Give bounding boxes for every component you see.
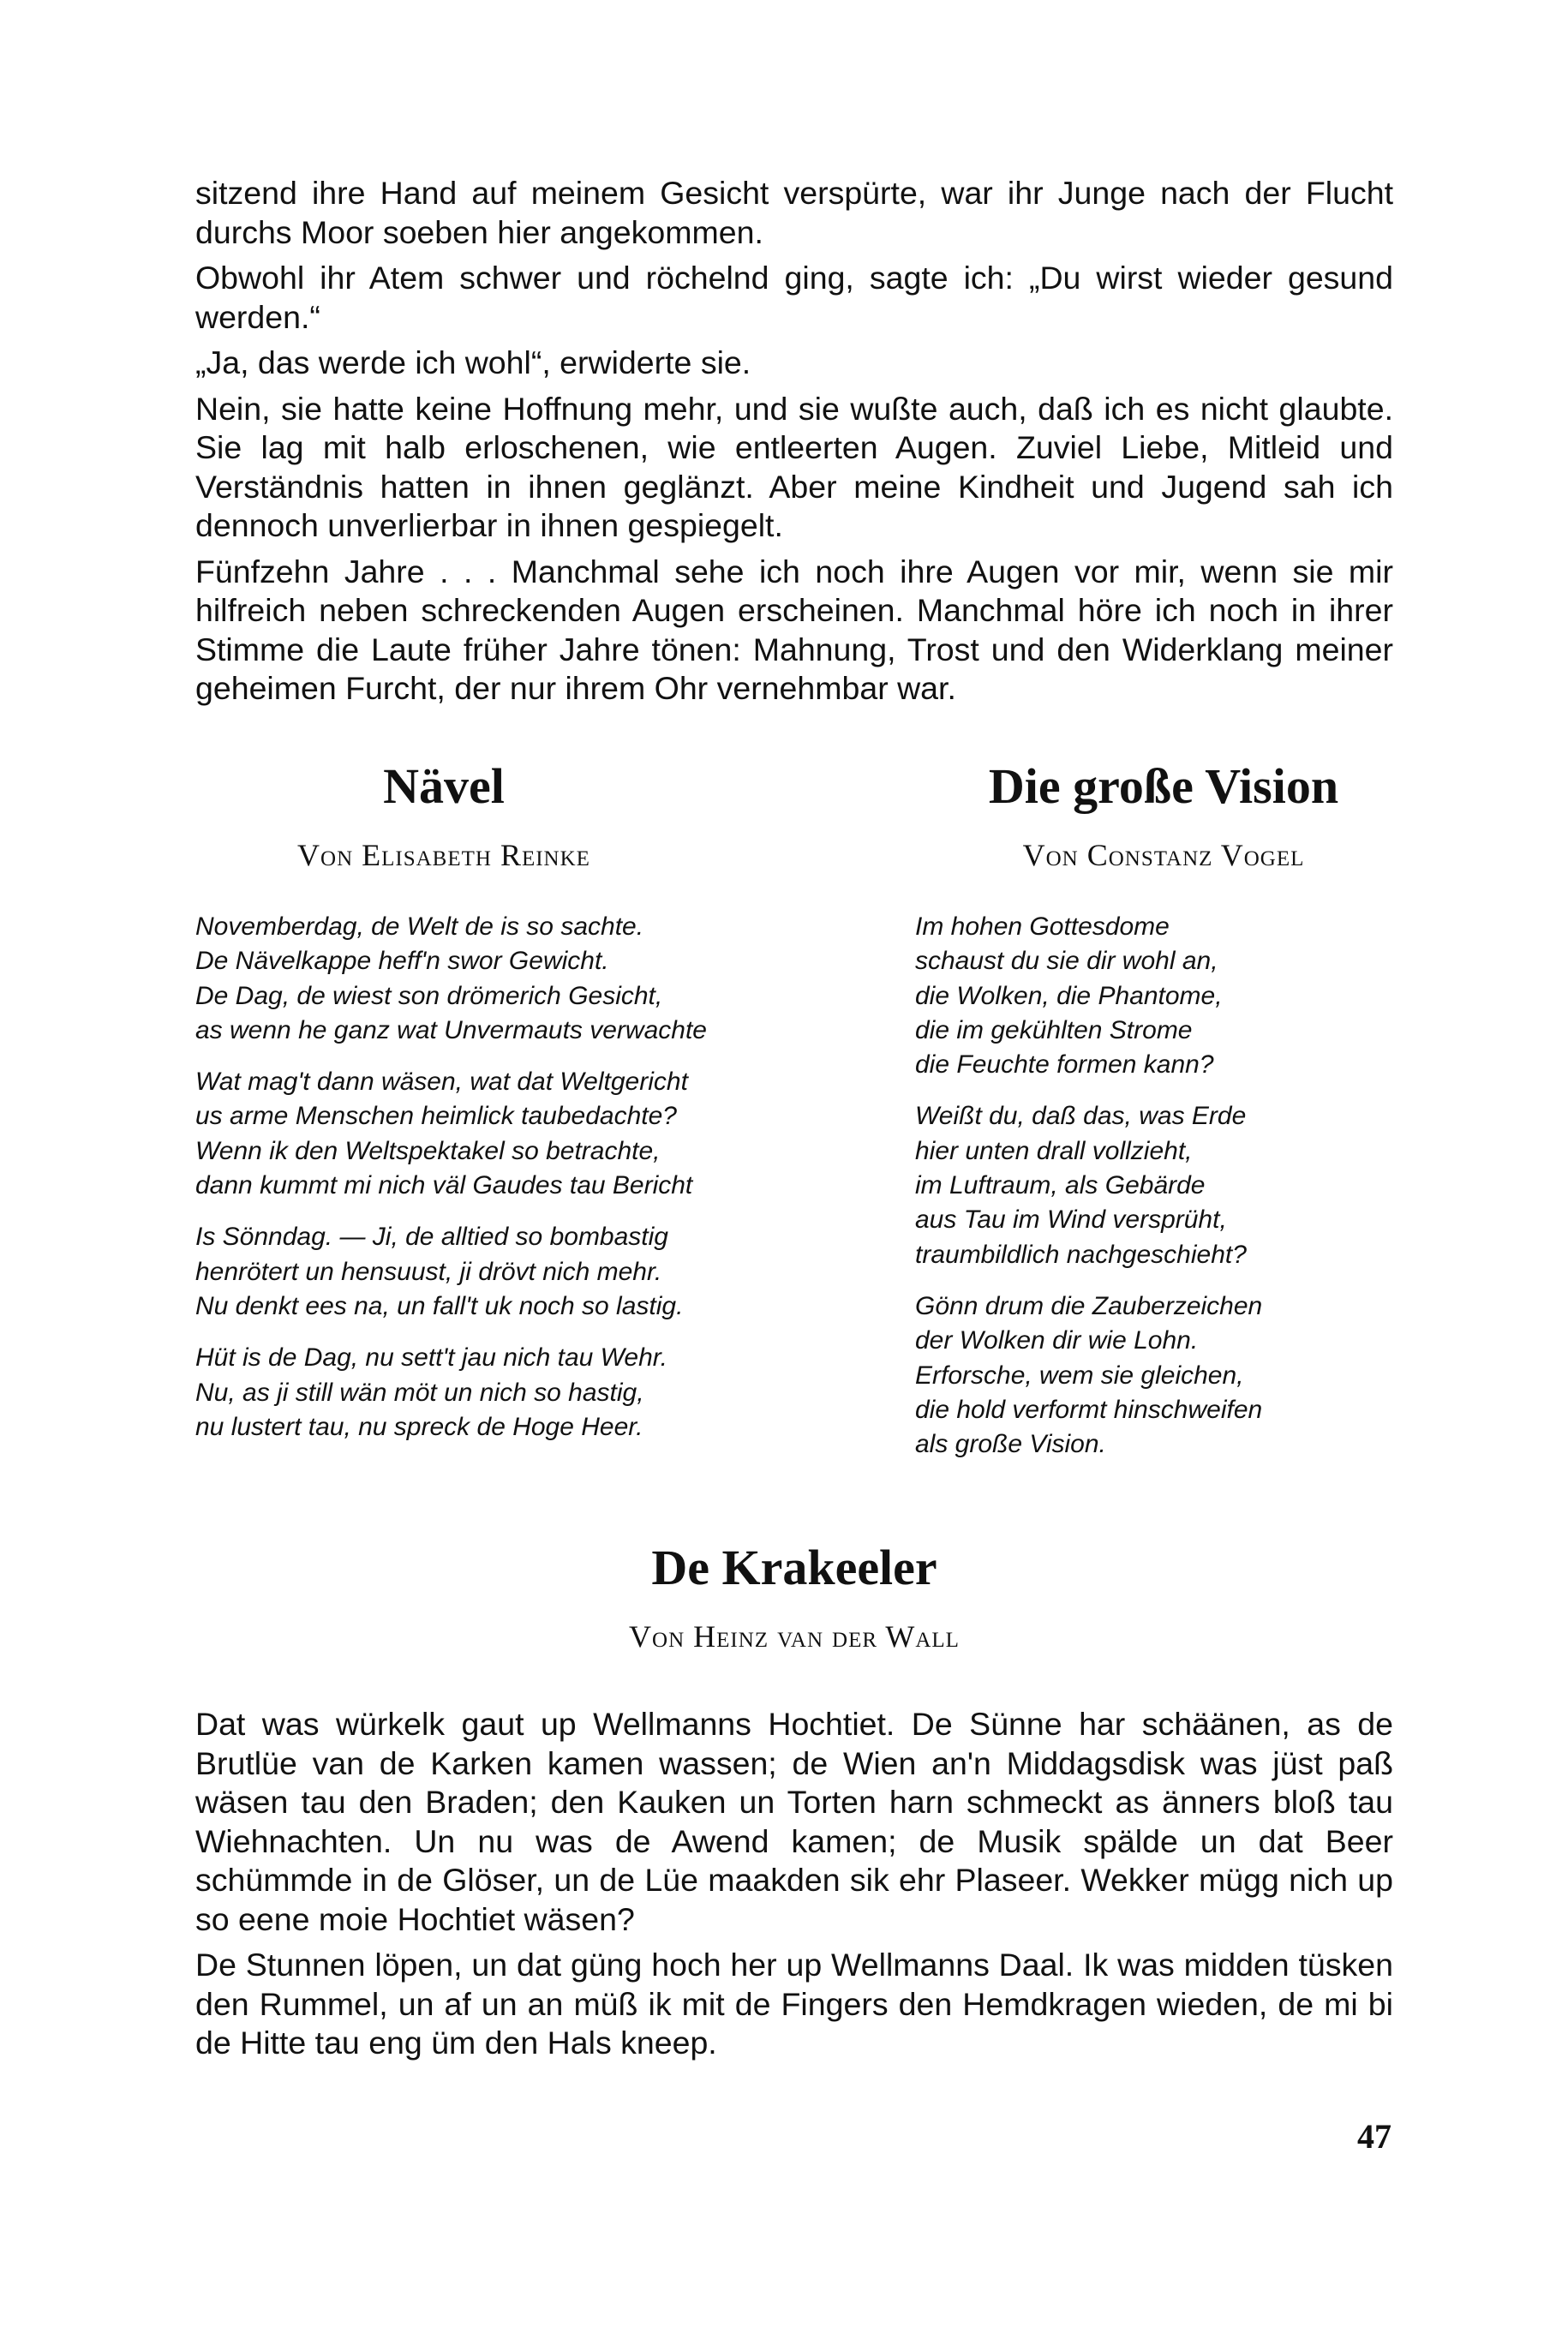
- poem-line: hier unten drall vollzieht,: [915, 1136, 1193, 1165]
- poem-line: Nu, as ji still wän möt un nich so hastig,: [195, 1378, 644, 1407]
- intro-paragraph: Obwohl ihr Atem schwer und röchelnd ging, sagte ich: „Du wirst wieder gesund werden.“: [195, 260, 1393, 335]
- poem-line: die Wolken, die Phantome,: [915, 981, 1223, 1010]
- page-number: 47: [1357, 2117, 1391, 2156]
- stanza: [195, 1341, 692, 1445]
- poem-title: Nävel: [383, 758, 505, 814]
- poem-byline: Von Constanz Vogel: [1022, 838, 1305, 872]
- poem-line: Novemberdag, de Welt de is so sachte.: [195, 912, 644, 941]
- story-paragraph: De Stunnen löpen, un dat güng hoch her up Wellmanns Daal. Ik was midden tüsken den Rummel, un af un an müß ik mit de Fingers den Hemdkragen wieden, de mi bi de Hitte tau eng üm den Hals kneep.: [195, 1947, 1393, 2061]
- poem-line: Is Sönndag. — Ji, de alltied so bombastig: [195, 1223, 668, 1252]
- intro-text: [195, 174, 1393, 715]
- poem-line: Nu denkt ees na, un fall't uk noch so lastig.: [195, 1291, 684, 1320]
- stanza: [915, 1099, 1412, 1271]
- poem-line: traumbildlich nachgeschieht?: [915, 1240, 1247, 1269]
- poem-line: die hold verformt hinschweifen: [915, 1395, 1263, 1424]
- stanza: [195, 910, 707, 1048]
- poem-line: schaust du sie dir wohl an,: [915, 947, 1218, 976]
- poem-line: as wenn he ganz wat Unvermauts verwachte: [195, 1015, 707, 1044]
- poem-line: im Luftraum, als Gebärde: [915, 1171, 1206, 1200]
- story-paragraph: Dat was würkelk gaut up Wellmanns Hochtiet. De Sünne har schäänen, as de Brutlüe van de Karken kamen wassen; de Wien an'n Middagsdisk was jüst paß wäsen tau den Braden; den Kauken un Torten harn schmeckt as änners bloß tau Wiehnachten. Un nu was de Awend kamen; de Musik spälde un dat Beer schümmde in de Glöser, un de Lüe maakden sik ehr Plaseer. Wekker mügg nich up so eene moie Hochtiet wäsen?: [195, 1706, 1393, 1937]
- poem-line: nu lustert tau, nu spreck de Hoge Heer.: [195, 1412, 643, 1441]
- intro-paragraph: sitzend ihre Hand auf meinem Gesicht verspürte, war ihr Junge nach der Flucht durchs Moor soeben hier angekommen.: [195, 175, 1393, 250]
- poem-grosse-vision: [915, 752, 1412, 1479]
- intro-paragraph: „Ja, das werde ich wohl“, erwiderte sie.: [195, 344, 751, 380]
- poem-line: die im gekühlten Strome: [915, 1015, 1193, 1044]
- poem-line: Wat mag't dann wäsen, wat dat Weltgericht: [195, 1068, 688, 1097]
- poem-line: Weißt du, daß das, was Erde: [915, 1102, 1247, 1131]
- stanza: [195, 1065, 692, 1203]
- poem-line: Wenn ik den Weltspektakel so betrachte,: [195, 1136, 661, 1165]
- poem-line: Im hohen Gottesdome: [915, 912, 1170, 941]
- poem-line: us arme Menschen heimlick taubedachte?: [195, 1102, 677, 1131]
- poem-line: die Feuchte formen kann?: [915, 1050, 1214, 1080]
- poem-title: Die große Vision: [988, 758, 1339, 814]
- stanza: [915, 1289, 1412, 1462]
- poem-line: als große Vision.: [915, 1430, 1106, 1459]
- stanza: [915, 910, 1412, 1082]
- poem-line: Hüt is de Dag, nu sett't jau nich tau Wehr.: [195, 1343, 668, 1373]
- poem-line: dann kummt mi nich väl Gaudes tau Bericht: [195, 1171, 693, 1200]
- poem-navel: [195, 752, 707, 1462]
- intro-paragraph: Nein, sie hatte keine Hoffnung mehr, und sie wußte auch, daß ich es nicht glaubte. Sie lag mit halb erloschenen, wie entleerten Augen. Zuviel Liebe, Mitleid und Verständnis hatten in ihnen geglänzt. Aber meine Kindheit und Jugend sah ich dennoch unverlierbar in ihnen gespiegelt.: [195, 390, 1393, 543]
- poem-byline: Von Elisabeth Reinke: [297, 838, 590, 872]
- intro-paragraph: Fünfzehn Jahre . . . Manchmal sehe ich noch ihre Augen vor mir, wenn sie mir hilfreich neben schreckenden Augen erscheinen. Manchmal höre ich noch in ihrer Stimme die Laute früher Jahre tönen: Mahnung, Trost und den Widerklang meiner geheimen Furcht, der nur ihrem Ohr vernehmbar war.: [195, 553, 1393, 706]
- poem-line: der Wolken dir wie Lohn.: [915, 1326, 1199, 1355]
- poem-line: henrötert un hensuust, ji drövt nich mehr.: [195, 1257, 662, 1286]
- poem-line: aus Tau im Wind versprüht,: [915, 1205, 1227, 1235]
- poem-body: [915, 910, 1412, 1462]
- story-text: [195, 1705, 1393, 2070]
- story-heading: [195, 1534, 1393, 1655]
- poem-line: Erforsche, wem sie gleichen,: [915, 1361, 1244, 1390]
- poem-line: Gönn drum die Zauberzeichen: [915, 1291, 1263, 1320]
- poem-line: De Dag, de wiest son drömerich Gesicht,: [195, 981, 663, 1010]
- poem-body: [195, 910, 707, 1445]
- story-title: De Krakeeler: [651, 1540, 937, 1595]
- stanza: [195, 1220, 692, 1324]
- poem-line: De Nävelkappe heff'n swor Gewicht.: [195, 947, 609, 976]
- story-byline: Von Heinz van der Wall: [629, 1619, 960, 1654]
